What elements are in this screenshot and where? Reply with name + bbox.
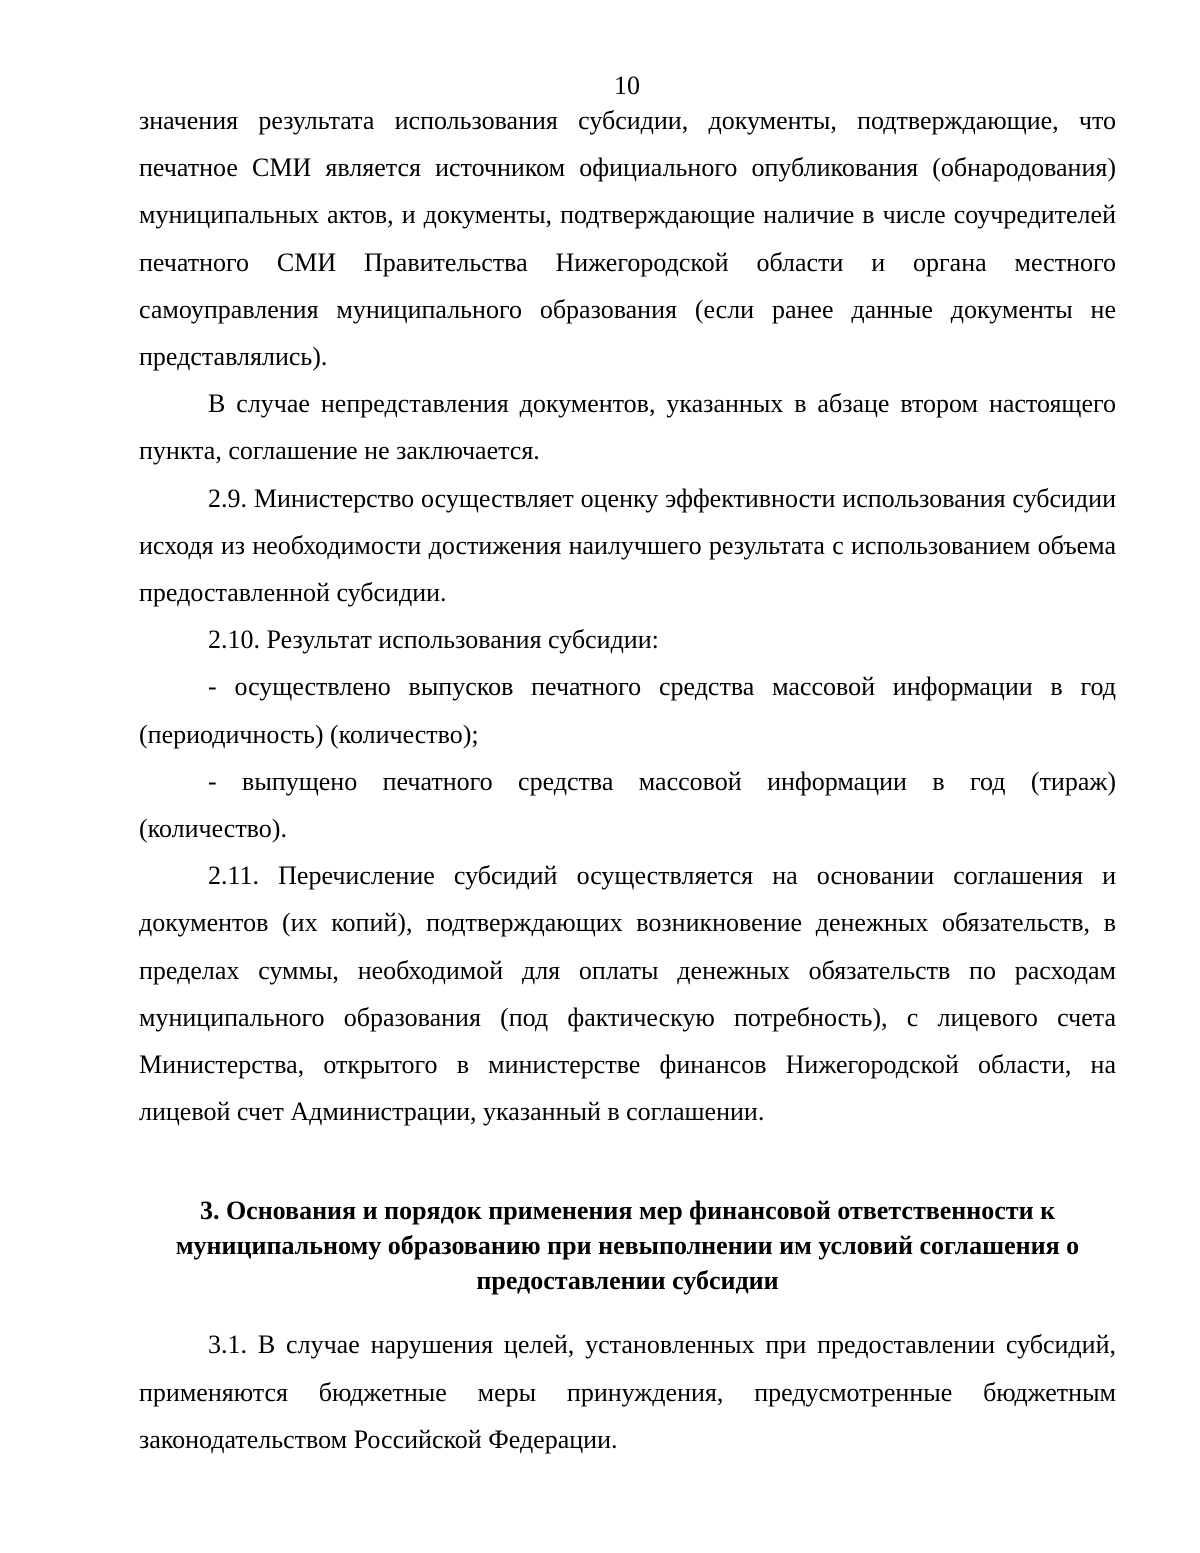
paragraph-2-10-item-b: - выпущено печатного средства массовой информации в год (тираж) (количество). [139, 766, 1116, 844]
paragraph-2-11: 2.11. Перечисление субсидий осуществляется на основании соглашения и документов (их копий), подтверждающих возникновение денежных обязательств, в пределах суммы, необходимой для оплаты денежных обязательств по расходам муниципального образования (под фактическую потребность), с лицевого счета Министерства, открытого в министерстве финансов Нижегородской области, на лицевой счет Администрации, указанный в соглашении. [139, 861, 1116, 1127]
paragraph-nonsubmission: В случае непредставления документов, указанных в абзаце втором настоящего пункта, соглашение не заключается. [139, 389, 1116, 466]
paragraph-3-1: 3.1. В случае нарушения целей, установленных при предоставлении субсидий, применяются бюджетные меры принуждения, предусмотренные бюджетным законодательством Российской Федерации. [139, 1330, 1116, 1454]
paragraph-2-9: 2.9. Министерство осуществляет оценку эффективности использования субсидии исходя из необходимости достижения наилучшего результата с использованием объема предоставленной субсидии. [139, 483, 1116, 608]
page-number: 10 [614, 71, 640, 100]
document-body [139, 97, 1116, 1463]
paragraph-continued: значения результата использования субсидии, документы, подтверждающие, что печатное СМИ является источником официального опубликования (обнародования) муниципальных актов, и документы, подтверждающие наличие в числе соучредителей печатного СМИ Правительства Нижегородской области и органа местного самоуправления муниципального образования (если ранее данные документы не представлялись). [139, 106, 1116, 372]
section-3-heading: 3. Основания и порядок применения мер финансовой ответственности к муниципальному образованию при невыполнении им условий соглашения о предоставлении субсидии [175, 1196, 1080, 1296]
paragraph-2-10-item-a: - осуществлено выпусков печатного средства массовой информации в год (периодичность) (количество); [139, 672, 1116, 749]
paragraph-2-10: 2.10. Результат использования субсидии: [208, 625, 659, 655]
